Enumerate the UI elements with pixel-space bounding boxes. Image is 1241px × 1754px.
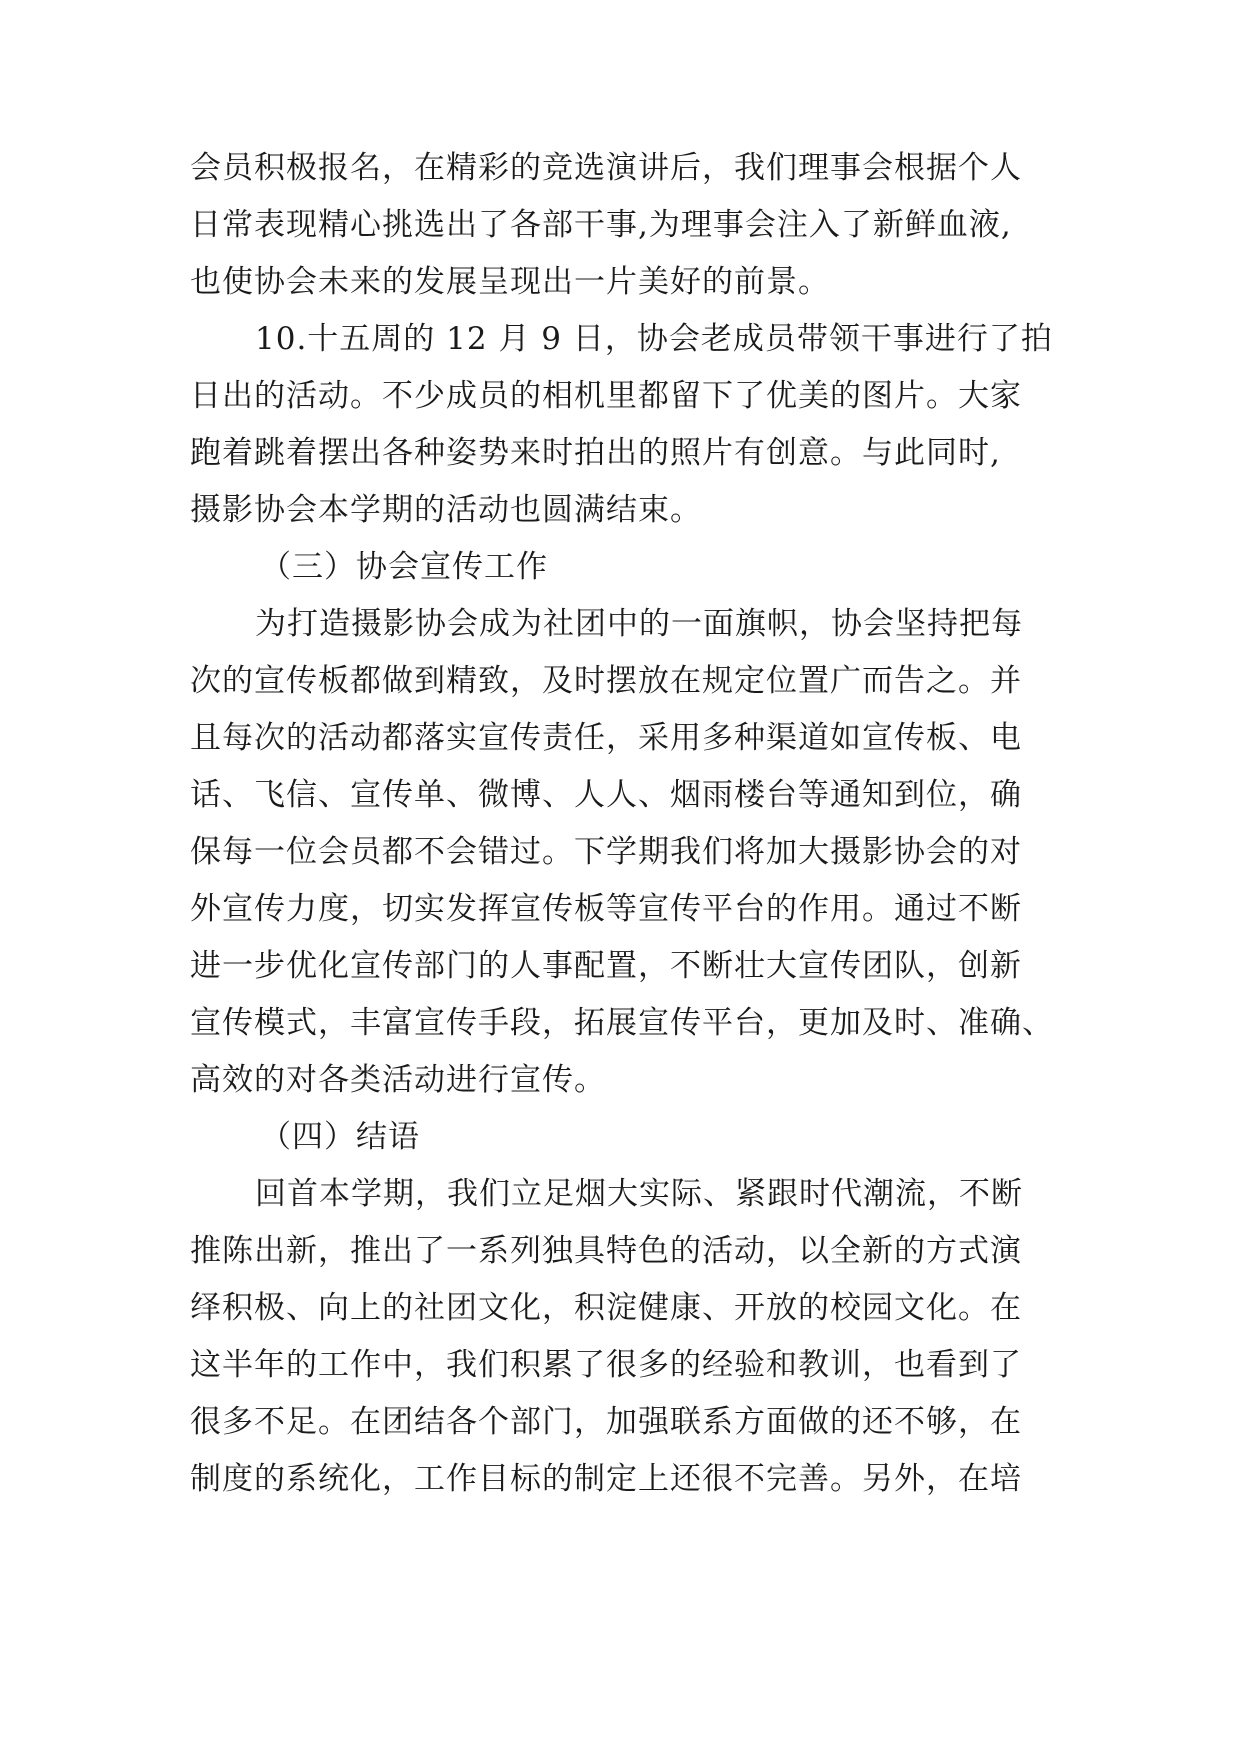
text-line: 绎积极、向上的社团文化，积淀健康、开放的校园文化。在 — [190, 1290, 1022, 1326]
text-line: 保每一位会员都不会错过。下学期我们将加大摄影协会的对 — [190, 834, 1022, 870]
section-heading: （四）结语 — [260, 1119, 420, 1155]
text-line: 跑着跳着摆出各种姿势来时拍出的照片有创意。与此同时, — [190, 435, 1001, 471]
text-line: 制度的系统化，工作目标的制定上还很不完善。另外，在培 — [190, 1461, 1022, 1497]
text-line: 进一步优化宣传部门的人事配置，不断壮大宣传团队，创新 — [190, 948, 1022, 984]
text-line: 话、飞信、宣传单、微博、人人、烟雨楼台等通知到位，确 — [190, 777, 1022, 813]
text-line: 外宣传力度，切实发挥宣传板等宣传平台的作用。通过不断 — [190, 891, 1022, 927]
text-line: 会员积极报名，在精彩的竞选演讲后，我们理事会根据个人 — [190, 150, 1022, 186]
section-heading: （三）协会宣传工作 — [260, 549, 548, 585]
text-line: 次的宣传板都做到精致，及时摆放在规定位置广而告之。并 — [190, 663, 1022, 699]
text-line: 日常表现精心挑选出了各部干事,为理事会注入了新鲜血液, — [190, 207, 1012, 243]
text-line: 这半年的工作中，我们积累了很多的经验和教训，也看到了 — [190, 1347, 1022, 1383]
text-line: 推陈出新，推出了一系列独具特色的活动，以全新的方式演 — [190, 1233, 1022, 1269]
text-line: 高效的对各类活动进行宣传。 — [190, 1062, 606, 1098]
text-line: 且每次的活动都落实宣传责任，采用多种渠道如宣传板、电 — [190, 720, 1022, 756]
text-line: 日出的活动。不少成员的相机里都留下了优美的图片。大家 — [190, 378, 1022, 414]
text-line: 回首本学期，我们立足烟大实际、紧跟时代潮流，不断 — [255, 1176, 1023, 1212]
text-line: 也使协会未来的发展呈现出一片美好的前景。 — [190, 264, 830, 300]
text-line: 10.十五周的 12 月 9 日，协会老成员带领干事进行了拍 — [255, 321, 1053, 357]
text-line: 宣传模式，丰富宣传手段，拓展宣传平台，更加及时、准确、 — [190, 1005, 1054, 1041]
text-line: 摄影协会本学期的活动也圆满结束。 — [190, 492, 702, 528]
text-line: 为打造摄影协会成为社团中的一面旗帜，协会坚持把每 — [255, 606, 1023, 642]
text-line: 很多不足。在团结各个部门，加强联系方面做的还不够，在 — [190, 1404, 1022, 1440]
